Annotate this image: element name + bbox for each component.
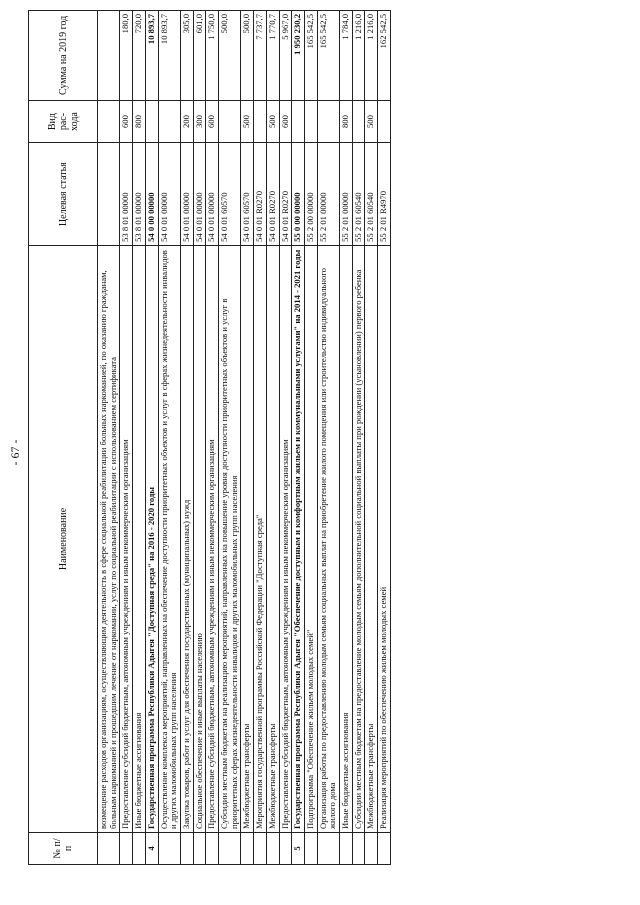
cell-code: 53 8 01 00000 [120, 143, 133, 245]
cell-vr: 800 [133, 100, 146, 143]
table-row [158, 11, 180, 865]
table-row [317, 11, 339, 865]
cell-num [133, 832, 146, 864]
cell-num [158, 832, 180, 864]
table-row [145, 11, 158, 865]
cell-num [378, 832, 391, 864]
cell-name: Государственная программа Республики Адыгея "Доступная среда" на 2016 - 2020 годы [145, 245, 158, 832]
table-header-row [29, 11, 98, 865]
table-row [340, 11, 353, 865]
cell-amount: 1 784,0 [340, 11, 353, 101]
cell-amount: 500,0 [219, 11, 241, 101]
cell-num [279, 832, 292, 864]
table-row [365, 11, 378, 865]
cell-amount: 7 737,7 [254, 11, 267, 101]
cell-name: Иные бюджетные ассигнования [340, 245, 353, 832]
cell-vr [292, 100, 305, 143]
cell-num [206, 832, 219, 864]
header-code: Целевая статья [29, 143, 98, 245]
table-row [180, 11, 193, 865]
cell-vr: 500 [266, 100, 279, 143]
cell-name: Предоставление субсидий бюджетным, автономным учреждениям и иным некоммерческим организациям [120, 245, 133, 832]
cell-vr [304, 100, 317, 143]
cell-amount: 165 542,5 [317, 11, 339, 101]
header-amount: Сумма на 2019 год [29, 11, 98, 101]
table-row [193, 11, 206, 865]
cell-code: 55 2 01 00000 [340, 143, 353, 245]
cell-amount [98, 11, 120, 101]
cell-num [120, 832, 133, 864]
cell-name: Организация работы по предоставлению молодым семьям социальных выплат на приобретение жилого помещения или строительство индивидуального жилого дома [317, 245, 339, 832]
header-name: Наименование [29, 245, 98, 832]
cell-num [365, 832, 378, 864]
cell-name: Подпрограмма "Обеспечение жильем молодых семей" [304, 245, 317, 832]
cell-amount: 720,0 [133, 11, 146, 101]
cell-amount: 1 216,0 [365, 11, 378, 101]
table-row [219, 11, 241, 865]
cell-amount: 165 542,5 [304, 11, 317, 101]
table-row [120, 11, 133, 865]
cell-vr [254, 100, 267, 143]
cell-amount: 10 893,7 [145, 11, 158, 101]
cell-code: 54 0 01 00000 [158, 143, 180, 245]
table-row [292, 11, 305, 865]
cell-code: 54 0 01 R0270 [254, 143, 267, 245]
table-row [266, 11, 279, 865]
cell-vr: 500 [365, 100, 378, 143]
cell-name: Закупка товаров, работ и услуг для обеспечения государственных (муниципальных) нужд [180, 245, 193, 832]
cell-name: Межбюджетные трансферты [365, 245, 378, 832]
cell-amount: 500,0 [241, 11, 254, 101]
cell-vr [317, 100, 339, 143]
cell-code: 54 0 01 R0270 [266, 143, 279, 245]
cell-code: 55 0 00 00000 [292, 143, 305, 245]
cell-num [241, 832, 254, 864]
cell-num [254, 832, 267, 864]
cell-code: 53 8 01 00000 [133, 143, 146, 245]
header-num: № п/п [29, 832, 98, 864]
cell-name: возмещение расходов организациям, осуществляющим деятельность в сфере социальной реабилитации больных наркоманией, по оказанию гражданам, больным наркоманией и прошедшим лечение от наркомании, услуг по социальной реабилитации с использованием сертификата [98, 245, 120, 832]
cell-name: Предоставление субсидий бюджетным, автономным учреждениям и иным некоммерческим организациям [279, 245, 292, 832]
table-row [254, 11, 267, 865]
cell-code: 55 2 01 60540 [352, 143, 365, 245]
cell-name: Мероприятия государственной программы Российской Федерации "Доступная среда" [254, 245, 267, 832]
cell-vr: 600 [120, 100, 133, 143]
cell-vr [378, 100, 391, 143]
cell-num [266, 832, 279, 864]
cell-amount: 1 750,0 [206, 11, 219, 101]
table-row [279, 11, 292, 865]
cell-vr: 500 [241, 100, 254, 143]
cell-vr [352, 100, 365, 143]
budget-table [28, 10, 391, 865]
cell-amount: 1 950 230,2 [292, 11, 305, 101]
cell-amount: 162 542,5 [378, 11, 391, 101]
cell-code [98, 143, 120, 245]
cell-code: 54 0 01 00000 [180, 143, 193, 245]
cell-name: Социальное обеспечение и иные выплаты населению [193, 245, 206, 832]
table-row [206, 11, 219, 865]
cell-amount: 10 893,7 [158, 11, 180, 101]
header-vr: Вид рас-хода [29, 100, 98, 143]
cell-code: 55 2 01 60540 [365, 143, 378, 245]
table-row [352, 11, 365, 865]
cell-num [317, 832, 339, 864]
cell-vr [158, 100, 180, 143]
cell-vr: 300 [193, 100, 206, 143]
cell-code: 55 2 01 R4970 [378, 143, 391, 245]
cell-vr [98, 100, 120, 143]
cell-name: Государственная программа Республики Адыгея "Обеспечение доступным и комфортным жильем и коммунальными услугами" на 2014 - 2021 годы [292, 245, 305, 832]
cell-code: 54 0 00 00000 [145, 143, 158, 245]
cell-name: Межбюджетные трансферты [266, 245, 279, 832]
cell-vr [219, 100, 241, 143]
cell-name: Предоставление субсидий бюджетным, автономным учреждениям и иным некоммерческим организациям [206, 245, 219, 832]
cell-amount: 1 770,7 [266, 11, 279, 101]
cell-num [180, 832, 193, 864]
table-row [241, 11, 254, 865]
cell-code: 54 0 01 R0270 [279, 143, 292, 245]
cell-vr: 200 [180, 100, 193, 143]
cell-code: 55 2 01 00000 [317, 143, 339, 245]
cell-vr: 600 [206, 100, 219, 143]
cell-amount: 5 967,0 [279, 11, 292, 101]
cell-amount: 1 216,0 [352, 11, 365, 101]
cell-num [304, 832, 317, 864]
cell-num [352, 832, 365, 864]
cell-name: Субсидии местным бюджетам на реализацию мероприятий, направленных на повышение уровня доступности приоритетных объектов и услуг в приоритетных сферах жизнедеятельности инвалидов и других маломобильных групп населения [219, 245, 241, 832]
cell-num [219, 832, 241, 864]
cell-code: 54 0 01 00000 [206, 143, 219, 245]
cell-amount: 601,0 [193, 11, 206, 101]
cell-name: Межбюджетные трансферты [241, 245, 254, 832]
cell-vr: 600 [279, 100, 292, 143]
cell-num [98, 832, 120, 864]
cell-code: 54 0 01 00000 [193, 143, 206, 245]
cell-num: 4 [145, 832, 158, 864]
cell-vr: 800 [340, 100, 353, 143]
table-row [378, 11, 391, 865]
cell-vr [145, 100, 158, 143]
cell-name: Реализация мероприятий по обеспечению жильем молодых семей [378, 245, 391, 832]
cell-code: 55 2 00 00000 [304, 143, 317, 245]
table-row [304, 11, 317, 865]
page-number: - 67 - [8, 439, 22, 466]
cell-amount: 180,0 [120, 11, 133, 101]
cell-name: Иные бюджетные ассигнования [133, 245, 146, 832]
cell-amount: 305,0 [180, 11, 193, 101]
cell-num [193, 832, 206, 864]
table-row [133, 11, 146, 865]
table-row [98, 11, 120, 865]
cell-num: 5 [292, 832, 305, 864]
cell-name: Осуществление комплекса мероприятий, направленных на обеспечение доступности приоритетных объектов и услуг в сферах жизнедеятельности инвалидов и других маломобильных групп населения [158, 245, 180, 832]
cell-num [340, 832, 353, 864]
cell-code: 54 0 01 60570 [241, 143, 254, 245]
cell-name: Субсидии местным бюджетам на предоставление молодым семьям дополнительной социальной выплаты при рождении (усыновлении) первого ребенка [352, 245, 365, 832]
cell-code: 54 0 01 60570 [219, 143, 241, 245]
